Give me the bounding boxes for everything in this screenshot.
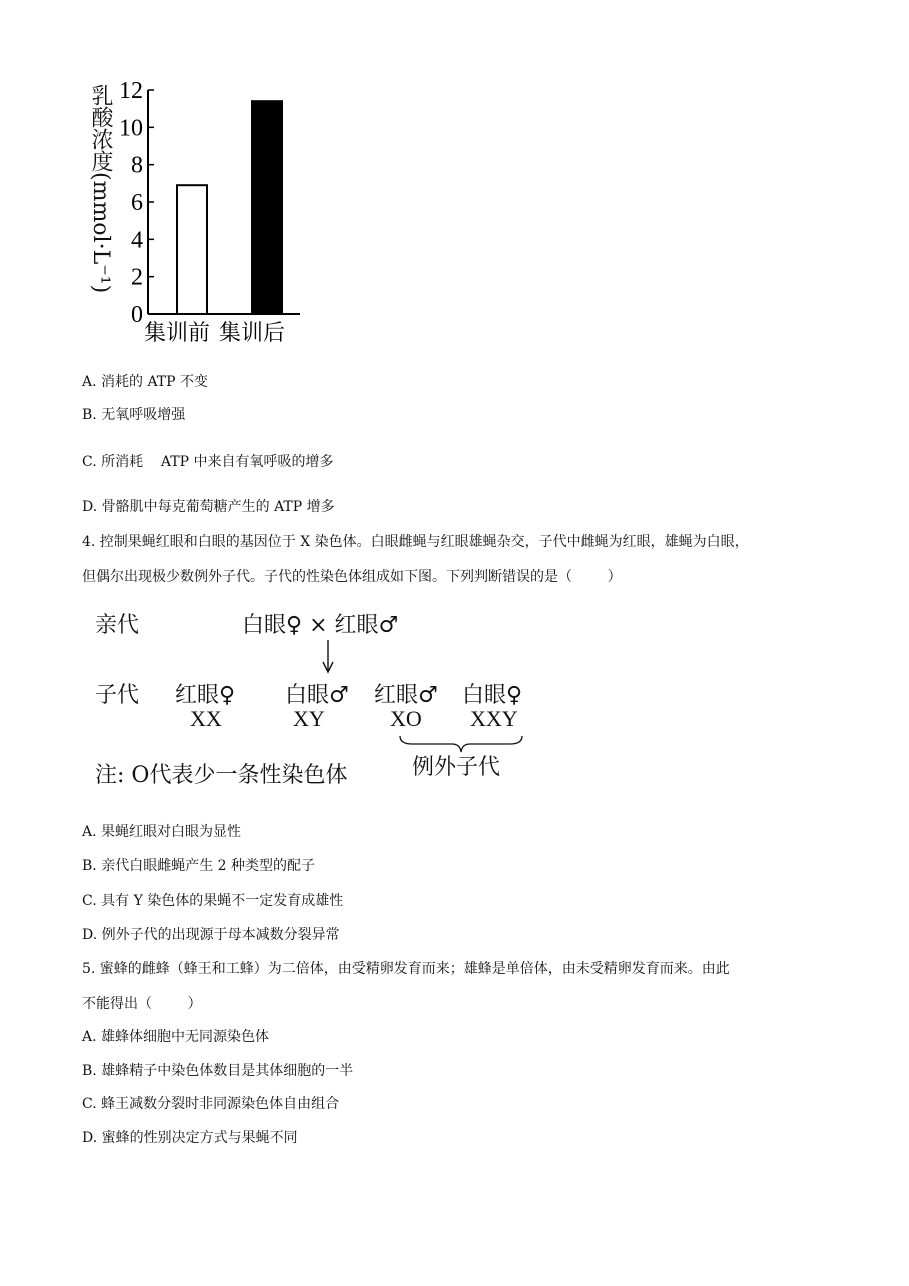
q3-option-c: C. 所消耗 ATP 中来自有氧呼吸的增多: [82, 454, 334, 470]
x-category-label-1: 集训后: [218, 321, 286, 346]
y-tick-label-5: 10: [119, 115, 143, 142]
q5-option-b: B. 雄蜂精子中染色体数目是其体细胞的一半: [82, 1063, 354, 1079]
chart-y-axis-label: 乳酸浓度(mmol·L⁻¹): [88, 84, 113, 294]
parent-label: 亲代: [95, 613, 140, 638]
q5-option-c: C. 蜂王减数分裂时非同源染色体自由组合: [82, 1096, 340, 1112]
offspring-3-phenotype: 红眼♂: [374, 683, 438, 708]
q5-stem-line1: 5. 蜜蜂的雌蜂（蜂王和工蜂）为二倍体，由受精卵发育而来；雄蜂是单倍体，由未受精卵发育而来。由此: [82, 961, 730, 977]
y-tick-label-3: 6: [131, 190, 143, 216]
offspring-2-phenotype: 白眼♂: [285, 683, 349, 708]
diagram-note: 注: O代表少一条性染色体: [95, 763, 348, 788]
q3-option-d: D. 骨骼肌中每克葡萄糖产生的 ATP 增多: [82, 499, 335, 515]
down-arrow-icon: [318, 640, 338, 674]
q4-option-b: B. 亲代白眼雌蝇产生 2 种类型的配子: [82, 858, 315, 874]
y-tick-label-4: 8: [131, 152, 143, 179]
bar-集训后: [252, 101, 282, 314]
y-tick-label-1: 2: [131, 264, 143, 291]
q5-option-d: D. 蜜蜂的性别决定方式与果蝇不同: [82, 1130, 298, 1146]
q4-option-c: C. 具有 Y 染色体的果蝇不一定发育成雄性: [82, 893, 344, 909]
bar-集训前: [177, 185, 207, 314]
x-category-label-0: 集训前: [143, 321, 211, 346]
y-tick-label-2: 4: [131, 227, 143, 254]
y-tick-label-0: 0: [131, 302, 143, 328]
q3-option-a: A. 消耗的 ATP 不变: [82, 374, 209, 390]
parent-cross: 白眼♀ × 红眼♂: [242, 613, 399, 638]
offspring-4-phenotype: 白眼♀: [462, 683, 523, 708]
exception-offspring-label: 例外子代: [412, 755, 501, 780]
q4-stem-line2: 但偶尔出现极少数例外子代。子代的性染色体组成如下图。下列判断错误的是（ ）: [82, 569, 622, 585]
offspring-2-genotype: XY: [293, 706, 325, 731]
q3-option-b: B. 无氧呼吸增强: [82, 407, 186, 423]
offspring-4-genotype: XXY: [470, 706, 518, 731]
y-tick-label-6: 12: [119, 78, 143, 104]
offspring-label: 子代: [95, 683, 140, 708]
offspring-3-genotype: XO: [390, 706, 422, 731]
lactic-acid-bar-chart: [82, 72, 332, 352]
q5-stem-line2: 不能得出（ ）: [82, 996, 202, 1012]
q5-option-a: A. 雄蜂体细胞中无同源染色体: [82, 1029, 270, 1045]
q4-stem-line1: 4. 控制果蝇红眼和白眼的基因位于 X 染色体。白眼雌蝇与红眼雄蝇杂交，子代中雌蝇为红眼，雄蝇为白眼，: [82, 534, 749, 550]
q4-option-a: A. 果蝇红眼对白眼为显性: [82, 824, 242, 840]
offspring-1-genotype: XX: [190, 706, 222, 731]
offspring-1-phenotype: 红眼♀: [175, 683, 236, 708]
q4-option-d: D. 例外子代的出现源于母本减数分裂异常: [82, 927, 340, 943]
